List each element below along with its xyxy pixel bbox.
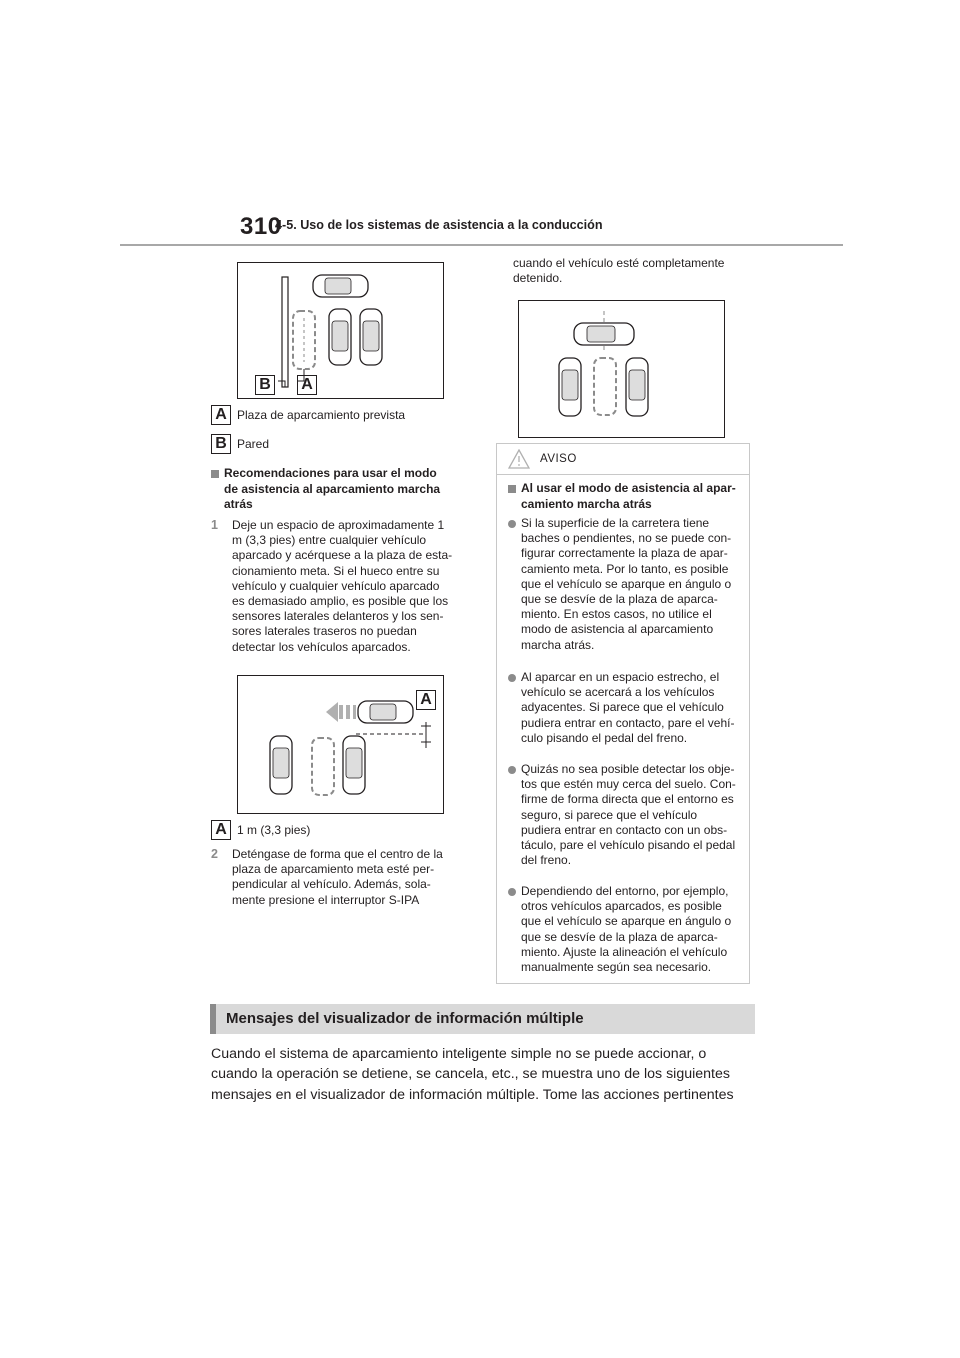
step1-line: cionamiento meta. Si el hueco entre su bbox=[232, 563, 440, 578]
warning-title: AVISO bbox=[540, 453, 577, 465]
section-body bbox=[211, 1044, 756, 1105]
warning-triangle-icon bbox=[508, 449, 530, 469]
bullet-line: culo pisando el pedal del freno. bbox=[521, 730, 688, 745]
bullet-line: manualmente según sea necesario. bbox=[521, 960, 712, 975]
step1-line: vehículo y cualquier vehículo aparcado bbox=[232, 578, 440, 593]
bullet-line: Al aparcar en un espacio estrecho, el bbox=[521, 670, 720, 684]
continuation-line: cuando el vehículo esté completamente bbox=[513, 256, 725, 270]
square-bullet-icon bbox=[211, 470, 219, 478]
step-number: 2 bbox=[211, 847, 218, 861]
bullet-line: del freno. bbox=[521, 853, 572, 868]
warning-subheading-line: Al usar el modo de asistencia al apar- bbox=[521, 481, 736, 495]
figure1-label-a: A bbox=[297, 375, 317, 395]
tips-subheading bbox=[211, 466, 471, 513]
bullet-line: miento. Ajuste la alineación el vehículo bbox=[521, 944, 728, 959]
step-number: 1 bbox=[211, 518, 218, 532]
bullet-line: baches o pendientes, no se puede con- bbox=[521, 531, 732, 546]
bullet-line: seguro, si parece que el vehículo bbox=[521, 807, 698, 822]
warning-header bbox=[497, 444, 749, 475]
subheading-line: de asistencia al aparcamiento marcha bbox=[224, 481, 441, 496]
bullet-line: otros vehículos aparcados, es posible bbox=[521, 899, 722, 914]
warning-box bbox=[496, 443, 750, 984]
step1-line: detectar los vehículos aparcados. bbox=[232, 639, 411, 654]
bullet-line: modo de asistencia al aparcamiento bbox=[521, 622, 714, 637]
legend-item-a bbox=[211, 405, 405, 425]
body-line: mensajes en el visualizador de información múltiple. Tome las acciones pertinentes bbox=[211, 1086, 734, 1103]
step2-line: plaza de aparcamiento meta esté per- bbox=[232, 862, 435, 877]
body-line: cuando la operación se detiene, se cancela, etc., se muestra uno de los siguientes bbox=[211, 1066, 730, 1083]
bullet-line: Dependiendo del entorno, por ejemplo, bbox=[521, 884, 729, 898]
bullet-line: pudiera entrar en contacto con un obs- bbox=[521, 822, 728, 837]
circle-bullet-icon bbox=[508, 766, 516, 774]
step-2 bbox=[211, 847, 476, 908]
header-divider bbox=[120, 244, 843, 246]
subheading-line: atrás bbox=[224, 497, 253, 511]
step1-line: sores laterales traseros no puedan bbox=[232, 624, 417, 639]
section-title: Mensajes del visualizador de información múltiple bbox=[226, 1010, 584, 1027]
section-header-title: 4-5. Uso de los sistemas de asistencia a la conducción bbox=[275, 218, 603, 232]
bullet-line: que el vehículo se aparque en ángulo o bbox=[521, 914, 732, 929]
legend-label-a: A bbox=[211, 820, 231, 840]
figure-approach-distance bbox=[237, 675, 444, 814]
continuation-line: detenido. bbox=[513, 271, 563, 286]
bullet-line: camiento meta. Por lo tanto, es posible bbox=[521, 561, 729, 576]
bullet-line: pudiera entrar en contacto, pare el vehí- bbox=[521, 715, 735, 730]
bullet-line: que se desvíe de la plaza de aparca- bbox=[521, 929, 718, 944]
bullet-line: marcha atrás. bbox=[521, 637, 595, 652]
warning-bullet bbox=[508, 762, 748, 868]
warning-bullet bbox=[508, 884, 748, 975]
circle-bullet-icon bbox=[508, 888, 516, 896]
legend-text-a: Plaza de aparcamiento prevista bbox=[237, 408, 406, 422]
step2-line: Deténgase de forma que el centro de la bbox=[232, 847, 443, 861]
step2-continuation bbox=[513, 256, 753, 286]
parking-diagram-3 bbox=[519, 301, 724, 437]
step1-line: Deje un espacio de aproximadamente 1 bbox=[232, 518, 445, 532]
subheading-line: Recomendaciones para usar el modo bbox=[224, 466, 437, 480]
bullet-line: miento. En estos casos, no utilice el bbox=[521, 607, 712, 622]
figure1-label-b: B bbox=[255, 375, 275, 395]
step2-line: mente presione el interruptor S-IPA bbox=[232, 892, 420, 907]
warning-subheading bbox=[508, 481, 748, 512]
section-accent bbox=[210, 1004, 216, 1034]
body-line: Cuando el sistema de aparcamiento inteligente simple no se puede accionar, o bbox=[211, 1046, 707, 1062]
legend-item-b bbox=[211, 434, 269, 454]
step1-line: sensores laterales delanteros y los sen- bbox=[232, 609, 444, 624]
circle-bullet-icon bbox=[508, 520, 516, 528]
legend-text-b: Pared bbox=[237, 437, 270, 451]
parking-diagram-2 bbox=[238, 676, 443, 813]
warning-bullet bbox=[508, 516, 748, 653]
bullet-line: vehículo se acercará a los vehículos bbox=[521, 685, 715, 700]
section-heading-bar bbox=[210, 1004, 755, 1034]
warning-bullet bbox=[508, 670, 748, 746]
bullet-line: firme de forma directa que el entorno es bbox=[521, 792, 734, 807]
legend-text-distance: 1 m (3,3 pies) bbox=[237, 823, 311, 837]
page-number: 310 bbox=[240, 213, 282, 240]
bullet-line: táculo, pare el vehículo pisando el pedal bbox=[521, 838, 736, 853]
legend-label-a: A bbox=[211, 405, 231, 425]
circle-bullet-icon bbox=[508, 674, 516, 682]
figure-stop-perpendicular bbox=[518, 300, 725, 438]
warning-subheading-line: camiento marcha atrás bbox=[521, 496, 652, 511]
step-1 bbox=[211, 518, 476, 655]
bullet-line: Quizás no sea posible detectar los obje- bbox=[521, 762, 735, 776]
bullet-line: adyacentes. Si parece que el vehículo bbox=[521, 700, 724, 715]
step1-line: m (3,3 pies) entre cualquier vehículo bbox=[232, 533, 427, 548]
legend-label-b: B bbox=[211, 434, 231, 454]
legend-item-distance bbox=[211, 820, 310, 840]
step1-line: aparcado y acérquese a la plaza de esta- bbox=[232, 548, 453, 563]
bullet-line: Si la superficie de la carretera tiene bbox=[521, 516, 710, 530]
step2-line: pendicular al vehículo. Además, sola- bbox=[232, 877, 431, 892]
step1-line: es demasiado amplio, es posible que los bbox=[232, 594, 449, 609]
square-bullet-icon bbox=[508, 485, 516, 493]
figure2-label-a: A bbox=[416, 690, 436, 710]
bullet-line: que el vehículo se aparque en ángulo o bbox=[521, 576, 732, 591]
figure-parking-space-wall bbox=[237, 262, 444, 399]
bullet-line: que se desvíe de la plaza de aparca- bbox=[521, 592, 718, 607]
bullet-line: figurar correctamente la plaza de apar- bbox=[521, 546, 728, 561]
bullet-line: tos que estén muy cerca del suelo. Con- bbox=[521, 777, 736, 792]
